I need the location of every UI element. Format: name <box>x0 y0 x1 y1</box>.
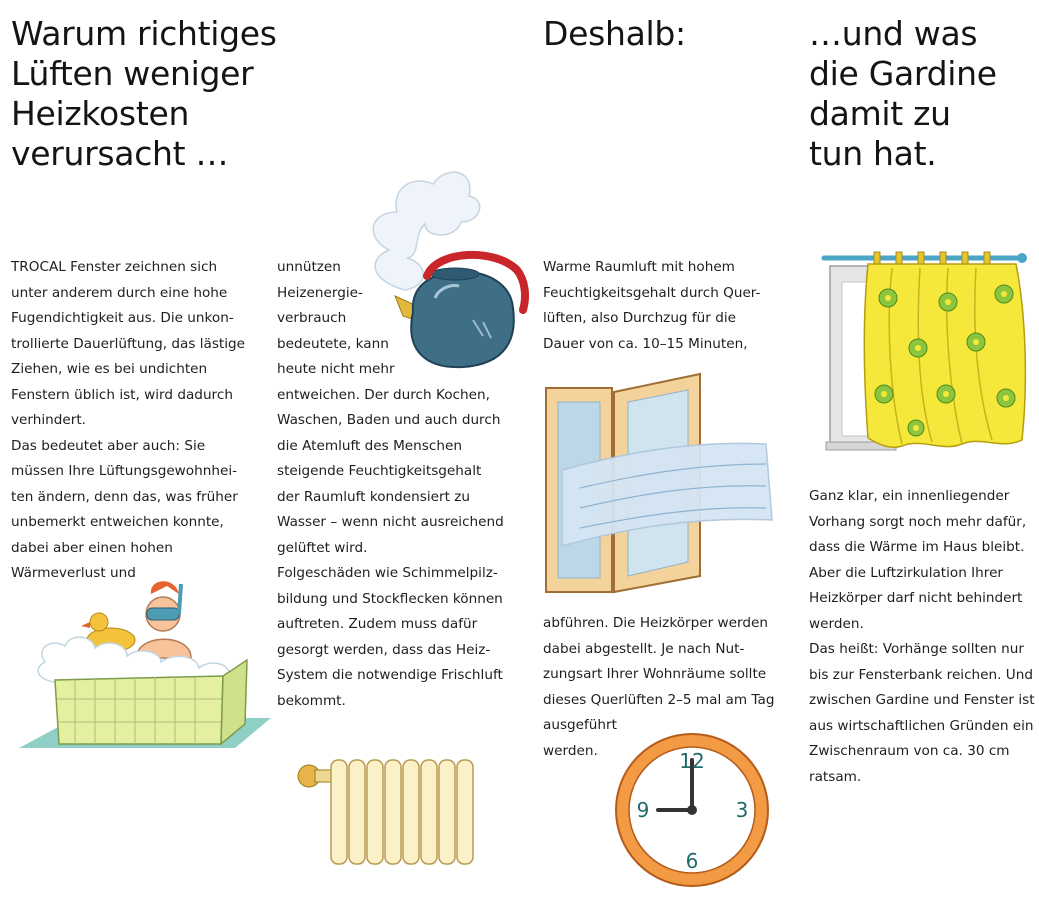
text-line: Das bedeutet aber auch: Sie <box>11 437 206 454</box>
text-line: lüften, also Durchzug für die <box>543 310 736 326</box>
heading-line: Lüften weniger <box>11 54 254 93</box>
text-line: bildung und Stockflecken können <box>277 590 503 607</box>
text-line: abführen. Die Heizkörper werden <box>543 615 768 631</box>
text-line: Warme Raumluft mit hohem <box>543 259 735 275</box>
text-line: bedeutete, kann <box>277 335 389 352</box>
paragraph <box>277 561 504 714</box>
paragraph <box>11 255 245 434</box>
heading-col3 <box>543 14 686 54</box>
text-line: ten ändern, denn das, was früher <box>11 488 238 505</box>
text-line: werden. <box>543 742 598 759</box>
curtain-illustration <box>820 244 1030 456</box>
heading-line: …und was <box>809 14 978 53</box>
text-line: dabei aber einen hohen <box>11 539 173 556</box>
window-illustration <box>540 370 780 598</box>
text-line: Fugendichtigkeit aus. Die unkon- <box>11 310 234 326</box>
text-line: TROCAL Fenster zeichnen sich <box>11 259 218 275</box>
text-line: dabei abgestellt. Je nach Nut- <box>543 640 745 657</box>
clock-illustration <box>610 730 775 890</box>
text-line: Ganz klar, ein innenliegender <box>809 488 1010 504</box>
text-line: gelüftet wird. <box>277 539 368 556</box>
text-line: entweichen. Der durch Kochen, <box>277 386 490 403</box>
text-line: Heizenergie- <box>277 284 363 301</box>
heading-line: Deshalb: <box>543 14 686 53</box>
text-line: Heizkörper darf nicht behindert <box>809 590 1023 606</box>
text-line: ratsam. <box>809 768 862 785</box>
text-line: heute nicht mehr <box>277 361 395 377</box>
text-line: gesorgt werden, dass das Heiz- <box>277 641 491 658</box>
text-line: Folgeschäden wie Schimmelpilz- <box>277 565 498 581</box>
text-line: werden. <box>809 615 864 632</box>
text-line: die Atemluft des Menschen <box>277 437 462 454</box>
text-line: Dauer von ca. 10–15 Minuten, <box>543 335 748 352</box>
col4-text <box>809 484 1035 790</box>
text-line: Waschen, Baden und auch durch <box>277 412 501 428</box>
radiator-illustration <box>295 752 495 874</box>
text-line: Vorhang sorgt noch mehr dafür, <box>809 513 1027 530</box>
text-line: dass die Wärme im Haus bleibt. <box>809 539 1025 555</box>
clock-numeral-6: 6 <box>685 849 699 873</box>
text-line: unter anderem durch eine hohe <box>11 284 228 301</box>
heading-line: tun hat. <box>809 134 937 173</box>
heading-col4 <box>809 14 997 174</box>
heading-col1 <box>11 14 277 174</box>
text-line: Ziehen, wie es bei undichten <box>11 361 208 377</box>
text-line: der Raumluft kondensiert zu <box>277 488 470 505</box>
paragraph <box>543 255 760 357</box>
text-line: Fenstern üblich ist, wird dadurch <box>11 386 233 403</box>
text-line: zungsart Ihrer Wohnräume sollte <box>543 666 767 682</box>
text-line: Zwischenraum von ca. 30 cm <box>809 743 1010 759</box>
text-line: unbemerkt entweichen konnte, <box>11 514 224 530</box>
text-line: Das heißt: Vorhänge sollten nur <box>809 641 1024 657</box>
heading-line: Heizkosten <box>11 94 190 133</box>
text-line: ausgeführt <box>543 717 617 733</box>
kettle-illustration <box>355 160 540 375</box>
text-line: unnützen <box>277 259 341 275</box>
col1-text <box>11 255 245 587</box>
paragraph <box>809 484 1035 637</box>
paragraph <box>809 637 1035 790</box>
text-line: verhindert. <box>11 412 86 428</box>
bathtub-illustration <box>15 564 275 754</box>
heading-line: verursacht … <box>11 134 229 173</box>
text-line: aus wirtschaftlichen Gründen ein <box>809 717 1034 734</box>
clock-numeral-12: 12 <box>679 749 705 773</box>
heading-line: damit zu <box>809 94 951 133</box>
text-line: bis zur Fensterbank reichen. Und <box>809 666 1033 683</box>
text-line: zwischen Gardine und Fenster ist <box>809 692 1035 708</box>
text-line: Wasser – wenn nicht ausreichend <box>277 514 504 530</box>
text-line: Feuchtigkeitsgehalt durch Quer- <box>543 284 761 301</box>
text-line: müssen Ihre Lüftungsgewohnhei- <box>11 463 238 479</box>
text-line: Wärmeverlust und <box>11 565 136 581</box>
text-line: trollierte Dauerlüftung, das lästige <box>11 335 246 352</box>
text-line: steigende Feuchtigkeitsgehalt <box>277 463 482 479</box>
heading-line: Warum richtiges <box>11 14 277 53</box>
text-line: verbrauch <box>277 310 347 326</box>
text-line: bekommt. <box>277 692 346 709</box>
clock-numeral-9: 9 <box>636 798 650 822</box>
text-line: dieses Querlüften 2–5 mal am Tag <box>543 691 775 708</box>
heading-line: die Gardine <box>809 54 997 93</box>
text-line: Aber die Luftzirkulation Ihrer <box>809 564 1004 581</box>
clock-numeral-3: 3 <box>735 798 749 822</box>
text-line: System die notwendige Frischluft <box>277 667 503 683</box>
text-line: auftreten. Zudem muss dafür <box>277 616 478 632</box>
col3-text-top <box>543 255 760 357</box>
